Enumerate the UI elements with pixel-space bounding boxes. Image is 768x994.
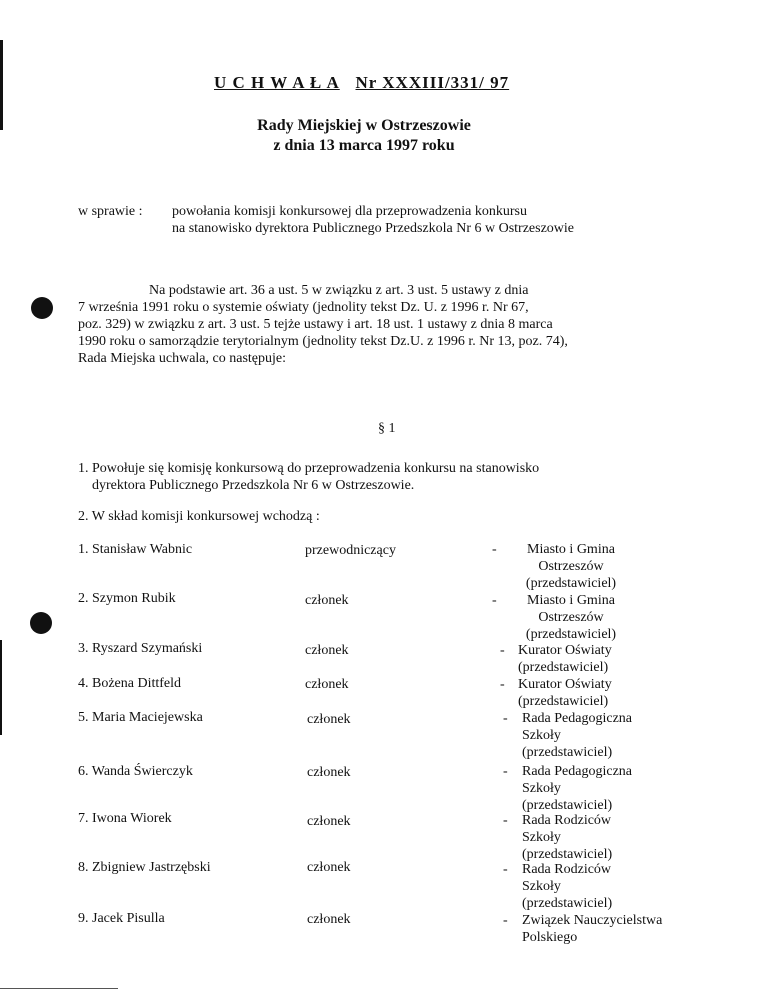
member-name: 8. Zbigniew Jastrzębski: [78, 860, 211, 875]
preamble-line: Rada Miejska uchwala, co następuje:: [78, 351, 286, 366]
member-represents: Szkoły: [522, 879, 561, 894]
member-role: członek: [307, 912, 351, 927]
member-represents: Kurator Oświaty: [518, 677, 612, 692]
section-heading: § 1: [378, 421, 396, 436]
member-role: członek: [307, 860, 351, 875]
member-name: 1. Stanisław Wabnic: [78, 542, 193, 557]
member-name: 4. Bożena Dittfeld: [78, 676, 182, 691]
member-represents: Miasto i Gmina: [527, 593, 615, 608]
member-represents: (przedstawiciel): [522, 798, 613, 813]
member-represents: (przedstawiciel): [518, 660, 609, 675]
member-role: członek: [307, 765, 351, 780]
member-dash: -: [492, 593, 497, 608]
punch-hole: [31, 297, 53, 319]
subject-line: na stanowisko dyrektora Publicznego Przedszkola Nr 6 w Ostrzeszowie: [172, 221, 575, 236]
member-dash: -: [492, 542, 497, 557]
member-dash: -: [500, 643, 505, 658]
member-represents: Kurator Oświaty: [518, 643, 612, 658]
member-represents: (przedstawiciel): [525, 576, 617, 591]
member-name: 5. Maria Maciejewska: [78, 710, 203, 725]
member-role: członek: [307, 712, 351, 727]
council-name: Rady Miejskiej w Ostrzeszowie: [257, 117, 471, 134]
member-represents: Rada Pedagogiczna: [522, 711, 633, 726]
preamble-line: 1990 roku o samorządzie terytorialnym (jednolity tekst Dz.U. z 1996 r. Nr 13, poz. 74),: [78, 334, 568, 349]
title-word: U C H W A Ł A: [214, 73, 340, 92]
member-name: 9. Jacek Pisulla: [78, 911, 165, 926]
member-represents: Ostrzeszów: [538, 610, 604, 625]
member-represents: Związek Nauczycielstwa: [522, 913, 663, 928]
member-represents: Rada Pedagogiczna: [522, 764, 633, 779]
subject-line: powołania komisji konkursowej dla przeprowadzenia konkursu: [172, 204, 527, 219]
member-name: 2. Szymon Rubik: [78, 591, 176, 606]
member-represents: Szkoły: [522, 830, 561, 845]
member-represents: (przedstawiciel): [522, 847, 613, 862]
member-role: przewodniczący: [305, 543, 396, 558]
member-represents: Szkoły: [522, 728, 561, 743]
member-name: 6. Wanda Świerczyk: [78, 764, 193, 779]
member-dash: -: [503, 913, 508, 928]
member-role: członek: [307, 814, 351, 829]
scan-edge-mark: [0, 40, 3, 130]
member-role: członek: [305, 677, 349, 692]
resolution-title: [214, 73, 509, 93]
title-number: Nr XXXIII/331/ 97: [355, 73, 510, 92]
member-represents: (przedstawiciel): [522, 896, 613, 911]
resolution-date: z dnia 13 marca 1997 roku: [273, 137, 455, 154]
point-1: 1. Powołuje się komisję konkursową do przeprowadzenia konkursu na stanowisko: [78, 461, 540, 476]
member-represents: Rada Rodziców: [522, 813, 612, 828]
member-represents: Ostrzeszów: [538, 559, 604, 574]
preamble-line: 7 września 1991 roku o systemie oświaty (jednolity tekst Dz. U. z 1996 r. Nr 67,: [78, 300, 529, 315]
member-represents: Miasto i Gmina: [527, 542, 615, 557]
member-dash: -: [503, 862, 508, 877]
preamble-line: poz. 329) w związku z art. 3 ust. 5 tejże ustawy i art. 18 ust. 1 ustawy z dnia 8 marca: [78, 317, 553, 332]
punch-hole: [30, 612, 52, 634]
scan-bottom-line: [0, 988, 118, 989]
member-dash: -: [500, 677, 505, 692]
member-represents: (przedstawiciel): [525, 627, 617, 642]
member-role: członek: [305, 593, 349, 608]
scan-edge-mark: [0, 640, 2, 735]
member-represents: (przedstawiciel): [518, 694, 609, 709]
member-represents: Rada Rodziców: [522, 862, 612, 877]
point-2: 2. W skład komisji konkursowej wchodzą :: [78, 509, 320, 524]
member-represents: Szkoły: [522, 781, 561, 796]
subject-label: w sprawie :: [78, 204, 143, 219]
point-1-continued: dyrektora Publicznego Przedszkola Nr 6 w Ostrzeszowie.: [92, 478, 415, 493]
member-dash: -: [503, 764, 508, 779]
member-name: 3. Ryszard Szymański: [78, 641, 203, 656]
member-represents: (przedstawiciel): [522, 745, 613, 760]
member-dash: -: [503, 711, 508, 726]
preamble-line: Na podstawie art. 36 a ust. 5 w związku z art. 3 ust. 5 ustawy z dnia: [149, 283, 529, 298]
member-dash: -: [503, 813, 508, 828]
member-role: członek: [305, 643, 349, 658]
member-represents: Polskiego: [522, 930, 578, 945]
member-name: 7. Iwona Wiorek: [78, 811, 172, 826]
